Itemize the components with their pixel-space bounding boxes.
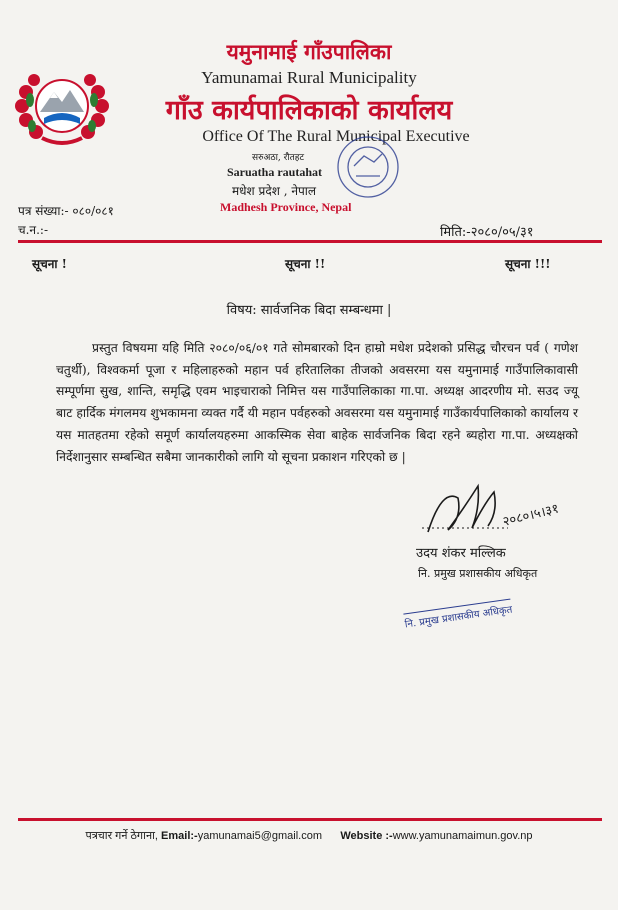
letter-date: मिति:-२०८०/०५/३१ bbox=[440, 225, 534, 240]
notice-label-center: सूचना !! bbox=[285, 257, 326, 271]
letter-number: पत्र संख्या:- ०८०/०८१ bbox=[18, 204, 114, 218]
province-nepali: मधेश प्रदेश , नेपाल bbox=[232, 184, 317, 198]
footer-email[interactable]: yamunamai5@gmail.com bbox=[197, 830, 322, 842]
reference-number: च.न.:- bbox=[18, 223, 49, 237]
address-english: Saruatha rautahat bbox=[227, 165, 323, 179]
footer-divider bbox=[18, 818, 602, 821]
handwritten-date: २०८०।५।३१ bbox=[501, 501, 561, 530]
notice-label-left: सूचना ! bbox=[32, 257, 67, 271]
footer-website-label: Website :- bbox=[340, 830, 393, 842]
org-name-nepali: यमुनामाई गाँउपालिका bbox=[226, 39, 392, 64]
signatory-name: उदय शंकर मल्लिक bbox=[416, 546, 506, 561]
handwritten-signature bbox=[418, 478, 568, 538]
office-name-english: Office Of The Rural Municipal Executive bbox=[202, 128, 470, 145]
header-divider bbox=[18, 240, 602, 243]
footer-website[interactable]: www.yamunamaimun.gov.np bbox=[392, 830, 533, 842]
org-name-english: Yamunamai Rural Municipality bbox=[201, 68, 417, 87]
municipality-seal-icon bbox=[330, 132, 410, 202]
office-name-nepali: गाँउ कार्यपालिकाको कार्यालय bbox=[165, 95, 453, 126]
footer-address-label: पत्रचार गर्ने ठेगाना, bbox=[85, 830, 158, 842]
footer-email-label: Email:- bbox=[161, 830, 198, 842]
footer bbox=[0, 828, 618, 843]
notice-body-paragraph: प्रस्तुत विषयमा यहि मिति २०८०/०६/०१ गते सोमबारको दिन हाम्रो मधेश प्रदेशको प्रसिद्ध चौरचन पर्व ( गणेश चतुर्थी), विश्वकर्मा पूजा र महिलाहरुको महान पर्व हरितालिका तीजको अवसरमा यस यमुनामाई गाउँपालिकावासी सम्पूर्णमा सुख, शान्ति, समृद्धि एवम भाइचाराको निमित्त यस गाउँपालिकाका गा.पा. अध्यक्ष आदरणीय मो. सउद ज्यू बाट हार्दिक मंगलमय शुभकामना व्यक्त गर्दै यी महान पर्वहरुको अवसरमा यस यमुनामाई गाउँकार्यपालिकाको कार्यालय र यस मातहतमा रहेको समूर्ण कार्यालयहरुमा आकस्मिक सेवा बाहेक सार्वजनिक बिदा रहने ब्यहोरा गा.पा. अध्यक्षको निर्देशानुसार सम्बन्धित सबैमा जानकारीको लागि यो सूचना प्रकाशन गरिएको छ | bbox=[56, 341, 578, 464]
notice-body bbox=[56, 338, 578, 468]
designation-stamp: नि. प्रमुख प्रशासकीय अधिकृत bbox=[403, 599, 513, 631]
subject-line: विषय: सार्वजनिक बिदा सम्बन्धमा | bbox=[226, 303, 392, 318]
address-nepali: सरुअठा, रौतहट bbox=[252, 153, 305, 163]
province-english: Madhesh Province, Nepal bbox=[220, 200, 352, 214]
signatory-title: नि. प्रमुख प्रशासकीय अधिकृत bbox=[418, 567, 538, 580]
notice-label-right: सूचना !!! bbox=[505, 257, 551, 271]
